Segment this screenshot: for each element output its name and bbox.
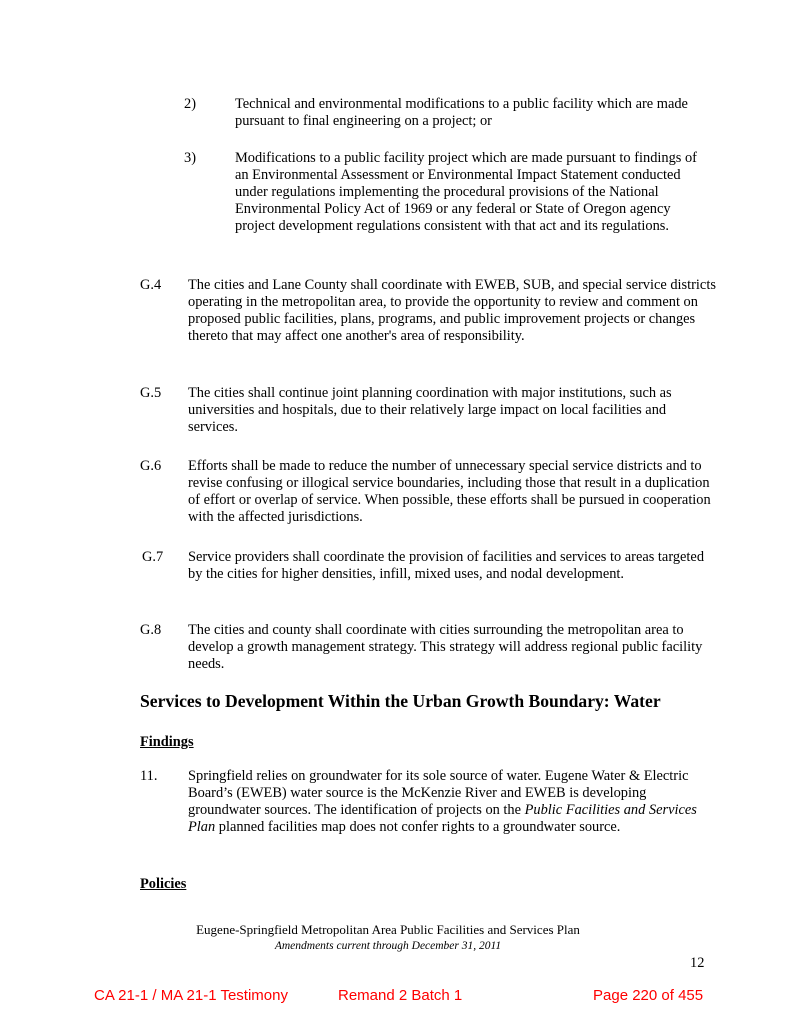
policy-number: G.6 [140,458,162,474]
page-number: 12 [690,955,705,971]
stamp-batch: Remand 2 Batch 1 [338,987,463,1004]
finding-text-part2: planned facilities map does not confer rights to a groundwater source. [215,819,621,835]
finding-number: 11. [140,768,158,784]
subitem-text: Modifications to a public facility project which are made pursuant to findings of an Environmental Assessment or Environmental Impact Statement conducted under regulations implementing the procedural provisions of the National Environmental Policy Act of 1969 or any federal or State of Oregon agency project development regulations consistent with that act and its regulations. [235,150,697,234]
finding-text [188,768,718,836]
policy-number: G.5 [140,385,162,401]
section-heading: Services to Development Within the Urban Growth Boundary: Water [140,691,661,711]
policy-text: Efforts shall be made to reduce the number of unnecessary special service districts and to revise confusing or illogical service boundaries, including those that result in a duplication of effort or overlap of service. When possible, these efforts shall be pursued in cooperation with the affected jurisdictions. [188,458,711,525]
footer-title [0,921,800,938]
findings-heading: Findings [140,734,194,750]
policy-text: The cities and Lane County shall coordinate with EWEB, SUB, and special service districts operating in the metropolitan area, to provide the opportunity to review and comment on proposed public facilities, plans, programs, and public improvement projects or changes thereto that may affect one another's area of responsibility. [188,277,716,344]
footer-subtitle-text: Amendments current through December 31, 2011 [274,940,502,952]
stamp-testimony-id: CA 21-1 / MA 21-1 Testimony [94,987,288,1004]
subitem-number: 3) [184,150,196,166]
policy-number: G.4 [140,277,162,293]
finding-text-part1: Springfield relies on groundwater for its sole source of water. Eugene Water & Electric Board’s (EWEB) water source is the McKenzie River and EWEB is developing groundwater sources. The identification of projects on the [188,768,689,818]
policy-number: G.8 [140,622,162,638]
policy-number: G.7 [142,549,164,565]
policy-text: The cities and county shall coordinate with cities surrounding the metropolitan area to develop a growth management strategy. This strategy will address regional public facility needs. [188,622,703,672]
policy-text: The cities shall continue joint planning coordination with major institutions, such as universities and hospitals, due to their relatively large impact on local facilities and services. [188,385,672,435]
subitem-text: Technical and environmental modifications to a public facility which are made pursuant to final engineering on a project; or [235,96,688,129]
subitem-number: 2) [184,96,196,112]
footer-subtitle [0,938,800,955]
stamp-page-count: Page 220 of 455 [593,987,704,1004]
footer-title-text: Eugene-Springfield Metropolitan Area Public Facilities and Services Plan [196,922,580,937]
policies-heading: Policies [140,876,187,892]
finding-plan-title: Public Facilities and Services Plan [188,802,697,835]
policy-text: Service providers shall coordinate the provision of facilities and services to areas targeted by the cities for higher densities, infill, mixed uses, and nodal development. [188,549,705,582]
